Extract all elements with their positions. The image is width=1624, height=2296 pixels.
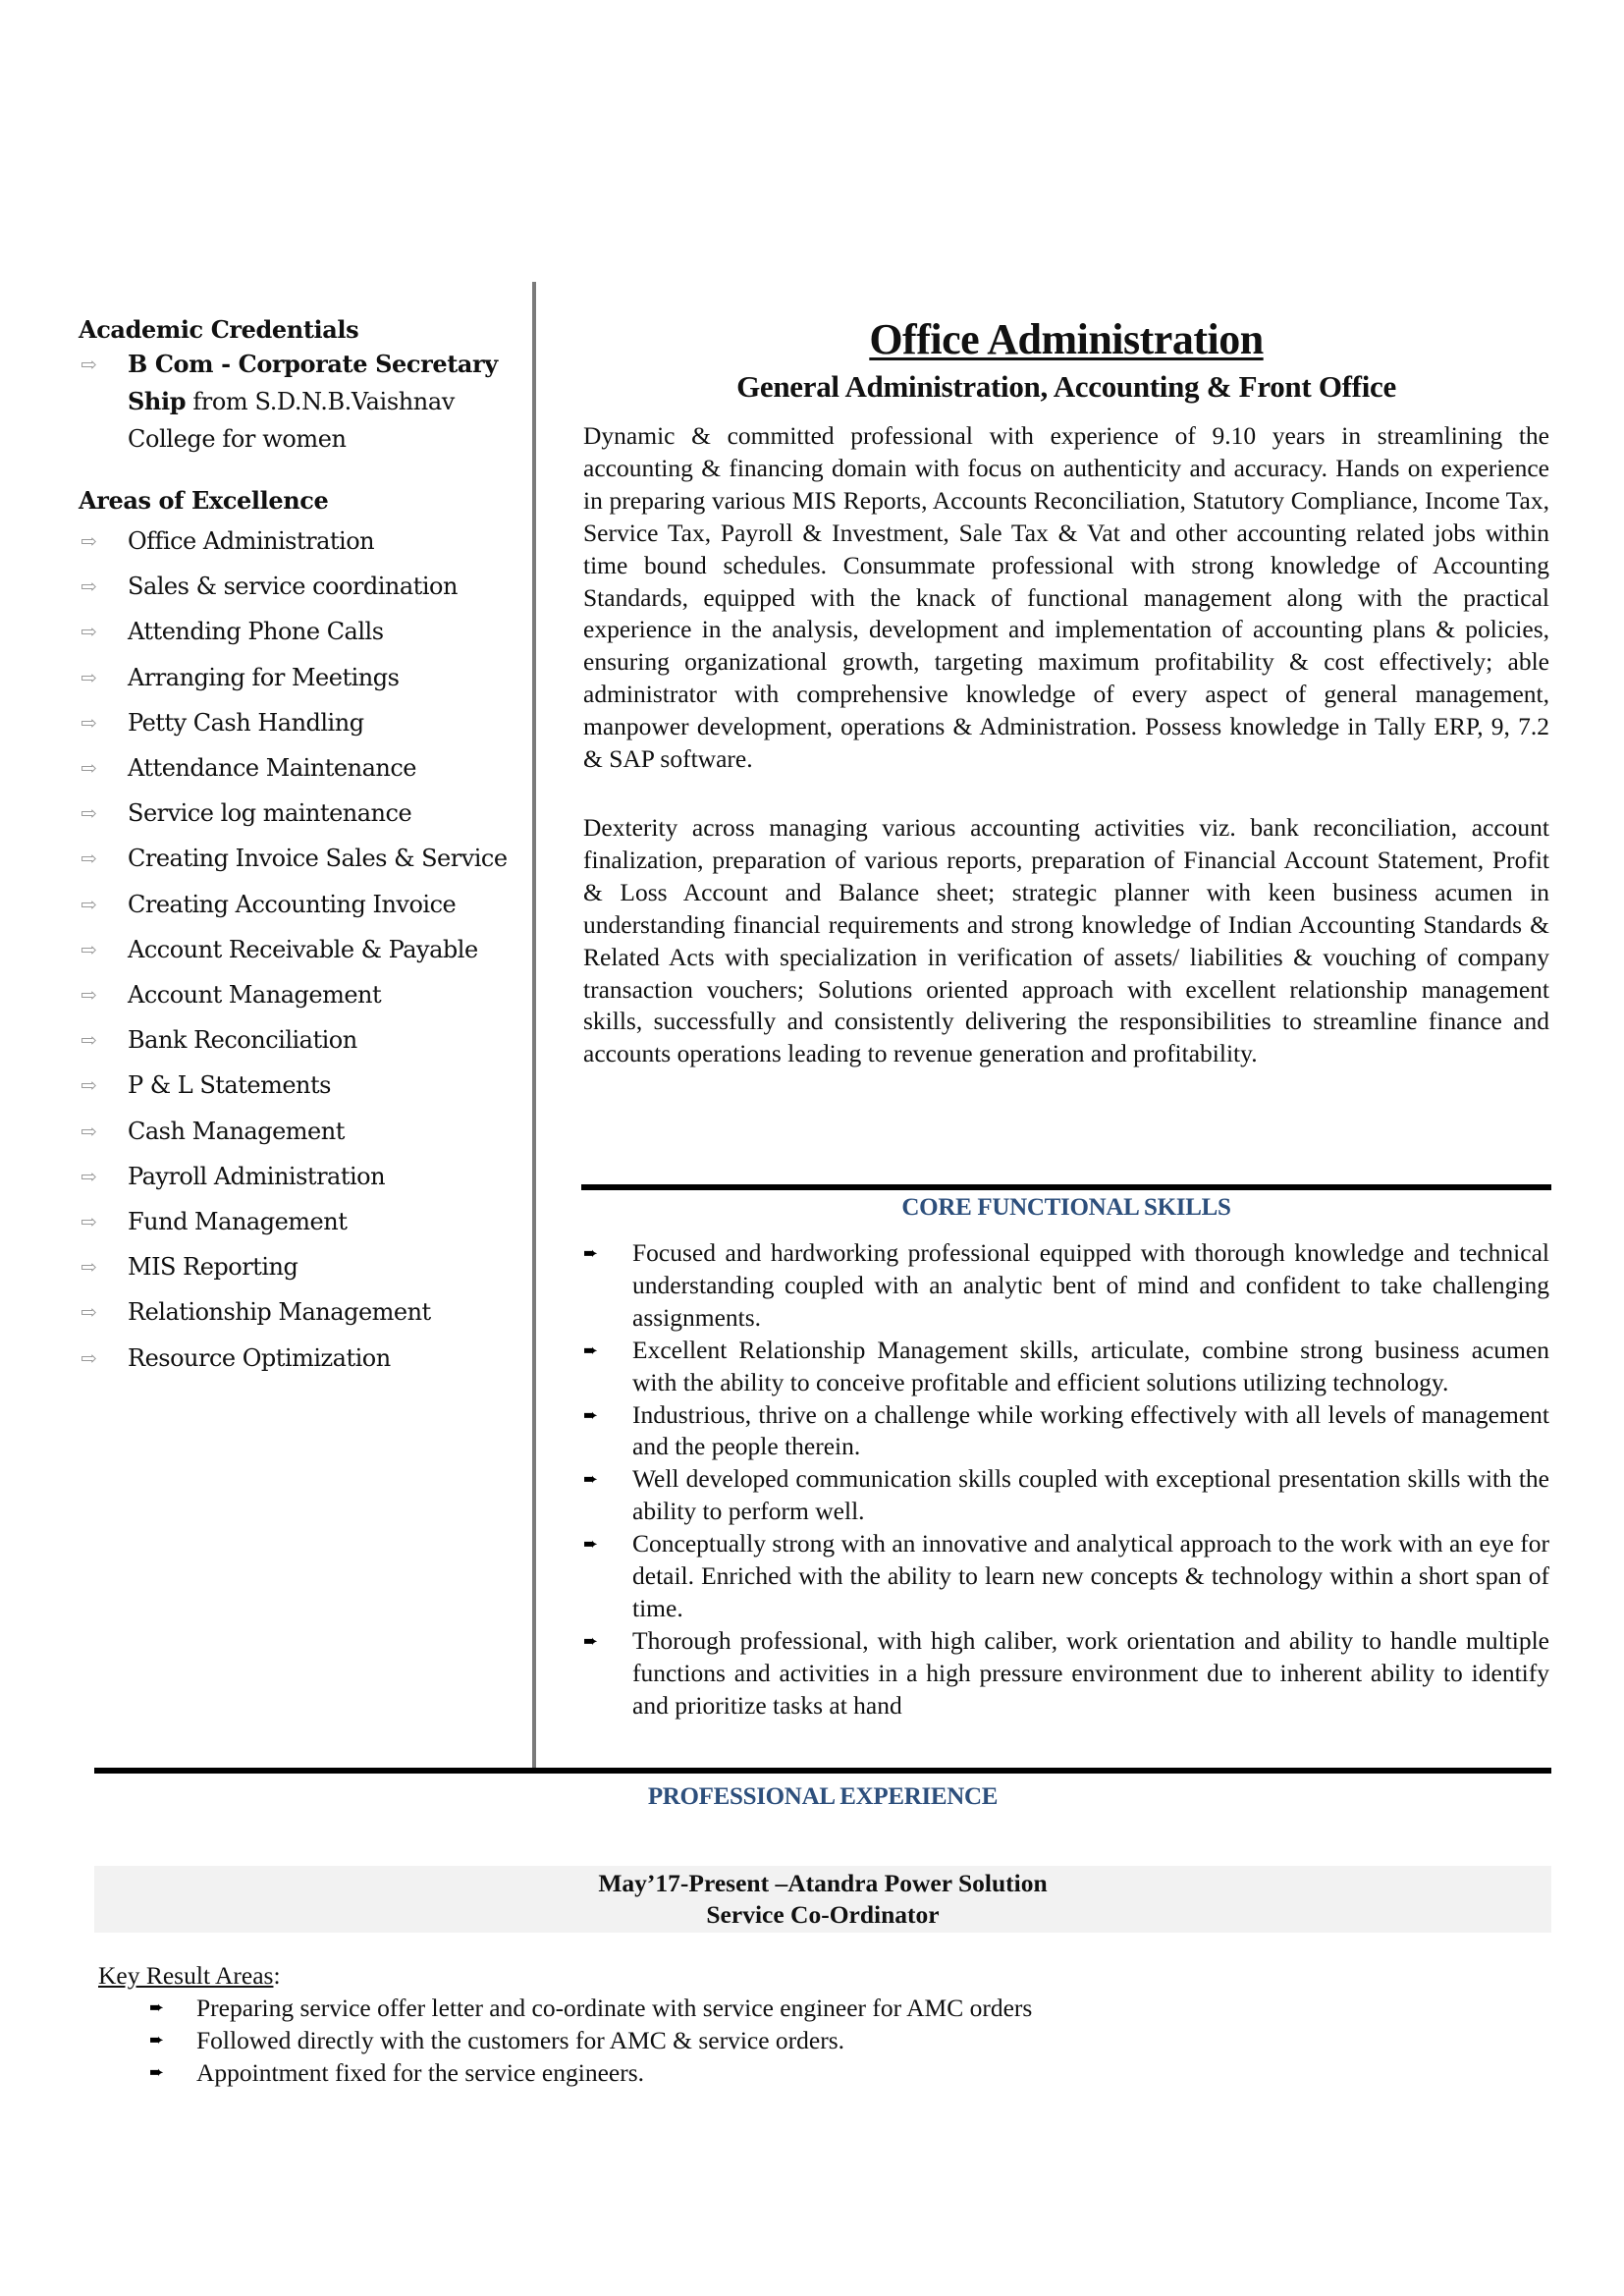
kra-item — [149, 1992, 1473, 2024]
excellence-item — [79, 1017, 530, 1063]
summary-paragraph-2: Dexterity across managing various accounting activities viz. bank reconciliation, account finalization, preparation of various reports, preparation of Financial Account Statement, Profit & Loss Account and Balance sheet; strategic planner with keen business acumen in understanding financial requirements and strong knowledge of Indian Accounting Standards & Related Acts with specialization in verification of assets/ liabilities & vouching of company transaction vouchers; Solutions oriented approach with excellent relationship management skills, successfully and consistently delivering the responsibilities to streamline finance and accounts operations leading to revenue generation and profitability. — [583, 812, 1549, 1068]
excellence-item-text: Account Management — [128, 981, 382, 1010]
kra-item-text: Preparing service offer letter and co-ordinate with service engineer for AMC orders — [196, 1994, 1033, 2022]
skill-item — [583, 1528, 1549, 1625]
excellence-item — [79, 745, 530, 791]
arrow-bullet-icon: ➨ — [583, 1404, 599, 1425]
areas-of-excellence-list — [79, 519, 530, 1381]
arrow-bullet-icon: ⇨ — [81, 1345, 97, 1370]
column-divider — [532, 282, 536, 1768]
arrow-bullet-icon: ➨ — [583, 1243, 599, 1263]
arrow-bullet-icon: ⇨ — [81, 1300, 97, 1325]
skill-item-text: Well developed communication skills coupled with exceptional presentation skills with the ability to perform well. — [632, 1464, 1549, 1526]
excellence-item-text: Cash Management — [128, 1117, 345, 1145]
arrow-bullet-icon: ⇨ — [81, 1119, 97, 1143]
left-column — [79, 314, 530, 1381]
arrow-bullet-icon: ⇨ — [81, 983, 97, 1008]
page-title: Office Administration — [869, 315, 1264, 363]
core-skills-section — [583, 1194, 1549, 1722]
skill-item — [583, 1237, 1549, 1335]
excellence-item-text: Account Receivable & Payable — [128, 935, 478, 963]
excellence-item-text: Arranging for Meetings — [128, 663, 400, 691]
excellence-item-text: Office Administration — [128, 527, 375, 555]
arrow-bullet-icon: ➨ — [149, 2030, 165, 2050]
excellence-item — [79, 1244, 530, 1289]
arrow-bullet-icon: ➨ — [583, 1339, 599, 1360]
arrow-bullet-icon: ⇨ — [81, 620, 97, 644]
arrow-bullet-icon: ➨ — [583, 1630, 599, 1651]
job-period-company: May’17-Present –Atandra Power Solution — [598, 1869, 1048, 1897]
excellence-item — [79, 564, 530, 609]
arrow-bullet-icon: ⇨ — [81, 892, 97, 916]
arrow-bullet-icon: ⇨ — [81, 1028, 97, 1053]
skill-item-text: Focused and hardworking professional equipped with thorough knowledge and technical understanding coupled with an analytic bent of mind and confident to take challenging assignments. — [632, 1238, 1549, 1332]
excellence-item — [79, 882, 530, 927]
degree-line — [128, 346, 530, 383]
areas-of-excellence-heading: Areas of Excellence — [79, 486, 329, 515]
arrow-bullet-icon: ⇨ — [81, 801, 97, 826]
excellence-item — [79, 1154, 530, 1199]
excellence-item-text: MIS Reporting — [128, 1253, 298, 1282]
excellence-item — [79, 609, 530, 654]
excellence-item — [79, 791, 530, 836]
degree-name-cont: Ship — [128, 387, 187, 415]
excellence-item-text: Creating Invoice Sales & Service — [128, 845, 508, 873]
excellence-item — [79, 700, 530, 745]
kra-heading: Key Result Areas — [98, 1961, 274, 1990]
section-divider-core-skills — [581, 1184, 1551, 1190]
excellence-item — [79, 1199, 530, 1244]
arrow-bullet-icon: ⇨ — [81, 1164, 97, 1188]
excellence-item-text: Service log maintenance — [128, 799, 412, 828]
excellence-item-text: Petty Cash Handling — [128, 708, 364, 737]
arrow-bullet-icon: ⇨ — [81, 1073, 97, 1098]
arrow-bullet-icon: ➨ — [583, 1534, 599, 1555]
arrow-bullet-icon: ⇨ — [81, 529, 97, 553]
arrow-bullet-icon: ➨ — [583, 1469, 599, 1490]
kra-colon: : — [273, 1961, 281, 1990]
kra-list — [98, 1992, 1473, 2089]
excellence-item — [79, 655, 530, 700]
academic-credentials-heading: Academic Credentials — [79, 315, 359, 344]
skill-item — [583, 1335, 1549, 1399]
core-skills-list — [583, 1237, 1549, 1722]
excellence-item — [79, 519, 530, 564]
kra-item-text: Followed directly with the customers for AMC & service orders. — [196, 2026, 845, 2054]
excellence-item-text: Resource Optimization — [128, 1343, 391, 1372]
arrow-bullet-icon: ⇨ — [81, 1210, 97, 1234]
kra-item — [149, 2056, 1473, 2089]
excellence-item — [79, 972, 530, 1017]
arrow-bullet-icon: ⇨ — [81, 353, 97, 376]
arrow-bullet-icon: ⇨ — [81, 1255, 97, 1280]
institution-line — [128, 383, 530, 420]
kra-item — [149, 2024, 1473, 2056]
skill-item — [583, 1625, 1549, 1722]
arrow-bullet-icon: ⇨ — [81, 847, 97, 871]
skill-item — [583, 1463, 1549, 1528]
excellence-item — [79, 836, 530, 881]
right-column — [583, 314, 1549, 1070]
excellence-item-text: P & L Statements — [128, 1071, 331, 1100]
core-skills-heading: CORE FUNCTIONAL SKILLS — [901, 1194, 1231, 1221]
arrow-bullet-icon: ⇨ — [81, 665, 97, 689]
skill-item — [583, 1399, 1549, 1464]
skill-item-text: Conceptually strong with an innovative and analytical approach to the work with an eye for detail. Enriched with the ability to learn new concepts & technology within a short span of time. — [632, 1529, 1549, 1622]
page-subtitle: General Administration, Accounting & Front Office — [736, 369, 1396, 404]
excellence-item — [79, 1063, 530, 1108]
arrow-bullet-icon: ⇨ — [81, 710, 97, 735]
excellence-item-text: Creating Accounting Invoice — [128, 890, 457, 918]
excellence-item-text: Fund Management — [128, 1208, 348, 1236]
excellence-item-text: Relationship Management — [128, 1298, 431, 1327]
arrow-bullet-icon: ⇨ — [81, 756, 97, 781]
arrow-bullet-icon: ⇨ — [81, 937, 97, 961]
arrow-bullet-icon: ⇨ — [81, 574, 97, 599]
excellence-item — [79, 1336, 530, 1381]
skill-item-text: Excellent Relationship Management skills, articulate, combine strong business acumen with the ability to conceive profitable and efficient solutions utilizing technology. — [632, 1335, 1549, 1396]
degree-name: B Com - Corporate Secretary — [128, 350, 498, 378]
kra-heading-line — [98, 1959, 1473, 1992]
excellence-item-text: Bank Reconciliation — [128, 1026, 357, 1055]
section-divider-experience — [94, 1768, 1551, 1774]
kra-item-text: Appointment fixed for the service engineers. — [196, 2058, 645, 2087]
institution-line-2: College for women — [128, 425, 347, 453]
institution-name: from S.D.N.B.Vaishnav — [186, 388, 455, 415]
professional-experience-heading: PROFESSIONAL EXPERIENCE — [647, 1783, 999, 1810]
summary-paragraph-1: Dynamic & committed professional with experience of 9.10 years in streamlining the accounting & financing domain with focus on authenticity and accuracy. Hands on experience in preparing various MIS Reports, Accounts Reconciliation, Statutory Compliance, Income Tax, Service Tax, Payroll & Investment, Sale Tax & Vat and other accounting related jobs within time bound schedules. Consummate professional with strong knowledge of Accounting Standards, equipped with the knack of functional management along with the practical experience in the analysis, development and implementation of accounting plans & policies, ensuring organizational growth, targeting maximum profitability & cost effectively; able administrator with comprehensive knowledge of every aspect of general management, manpower development, operations & Administration. Possess knowledge in Tally ERP, 9, 7.2 & SAP software. — [583, 421, 1549, 774]
excellence-item-text: Attendance Maintenance — [128, 754, 416, 783]
skill-item-text: Industrious, thrive on a challenge while working effectively with all levels of management and the people therein. — [632, 1399, 1549, 1461]
skill-item-text: Thorough professional, with high caliber, work orientation and ability to handle multiple functions and activities in a high pressure environment due to inherent ability to identify and prioritize tasks at hand — [632, 1625, 1549, 1720]
excellence-item — [79, 927, 530, 972]
job-header — [94, 1866, 1551, 1933]
excellence-item — [79, 1109, 530, 1154]
arrow-bullet-icon: ➨ — [149, 2062, 165, 2082]
arrow-bullet-icon: ➨ — [149, 1997, 165, 2017]
excellence-item-text: Sales & service coordination — [128, 573, 458, 601]
excellence-item-text: Payroll Administration — [128, 1162, 386, 1190]
key-result-areas — [98, 1959, 1473, 2089]
excellence-item-text: Attending Phone Calls — [128, 618, 384, 646]
academic-entry — [79, 346, 530, 458]
excellence-item — [79, 1289, 530, 1335]
job-role: Service Co-Ordinator — [706, 1900, 940, 1929]
